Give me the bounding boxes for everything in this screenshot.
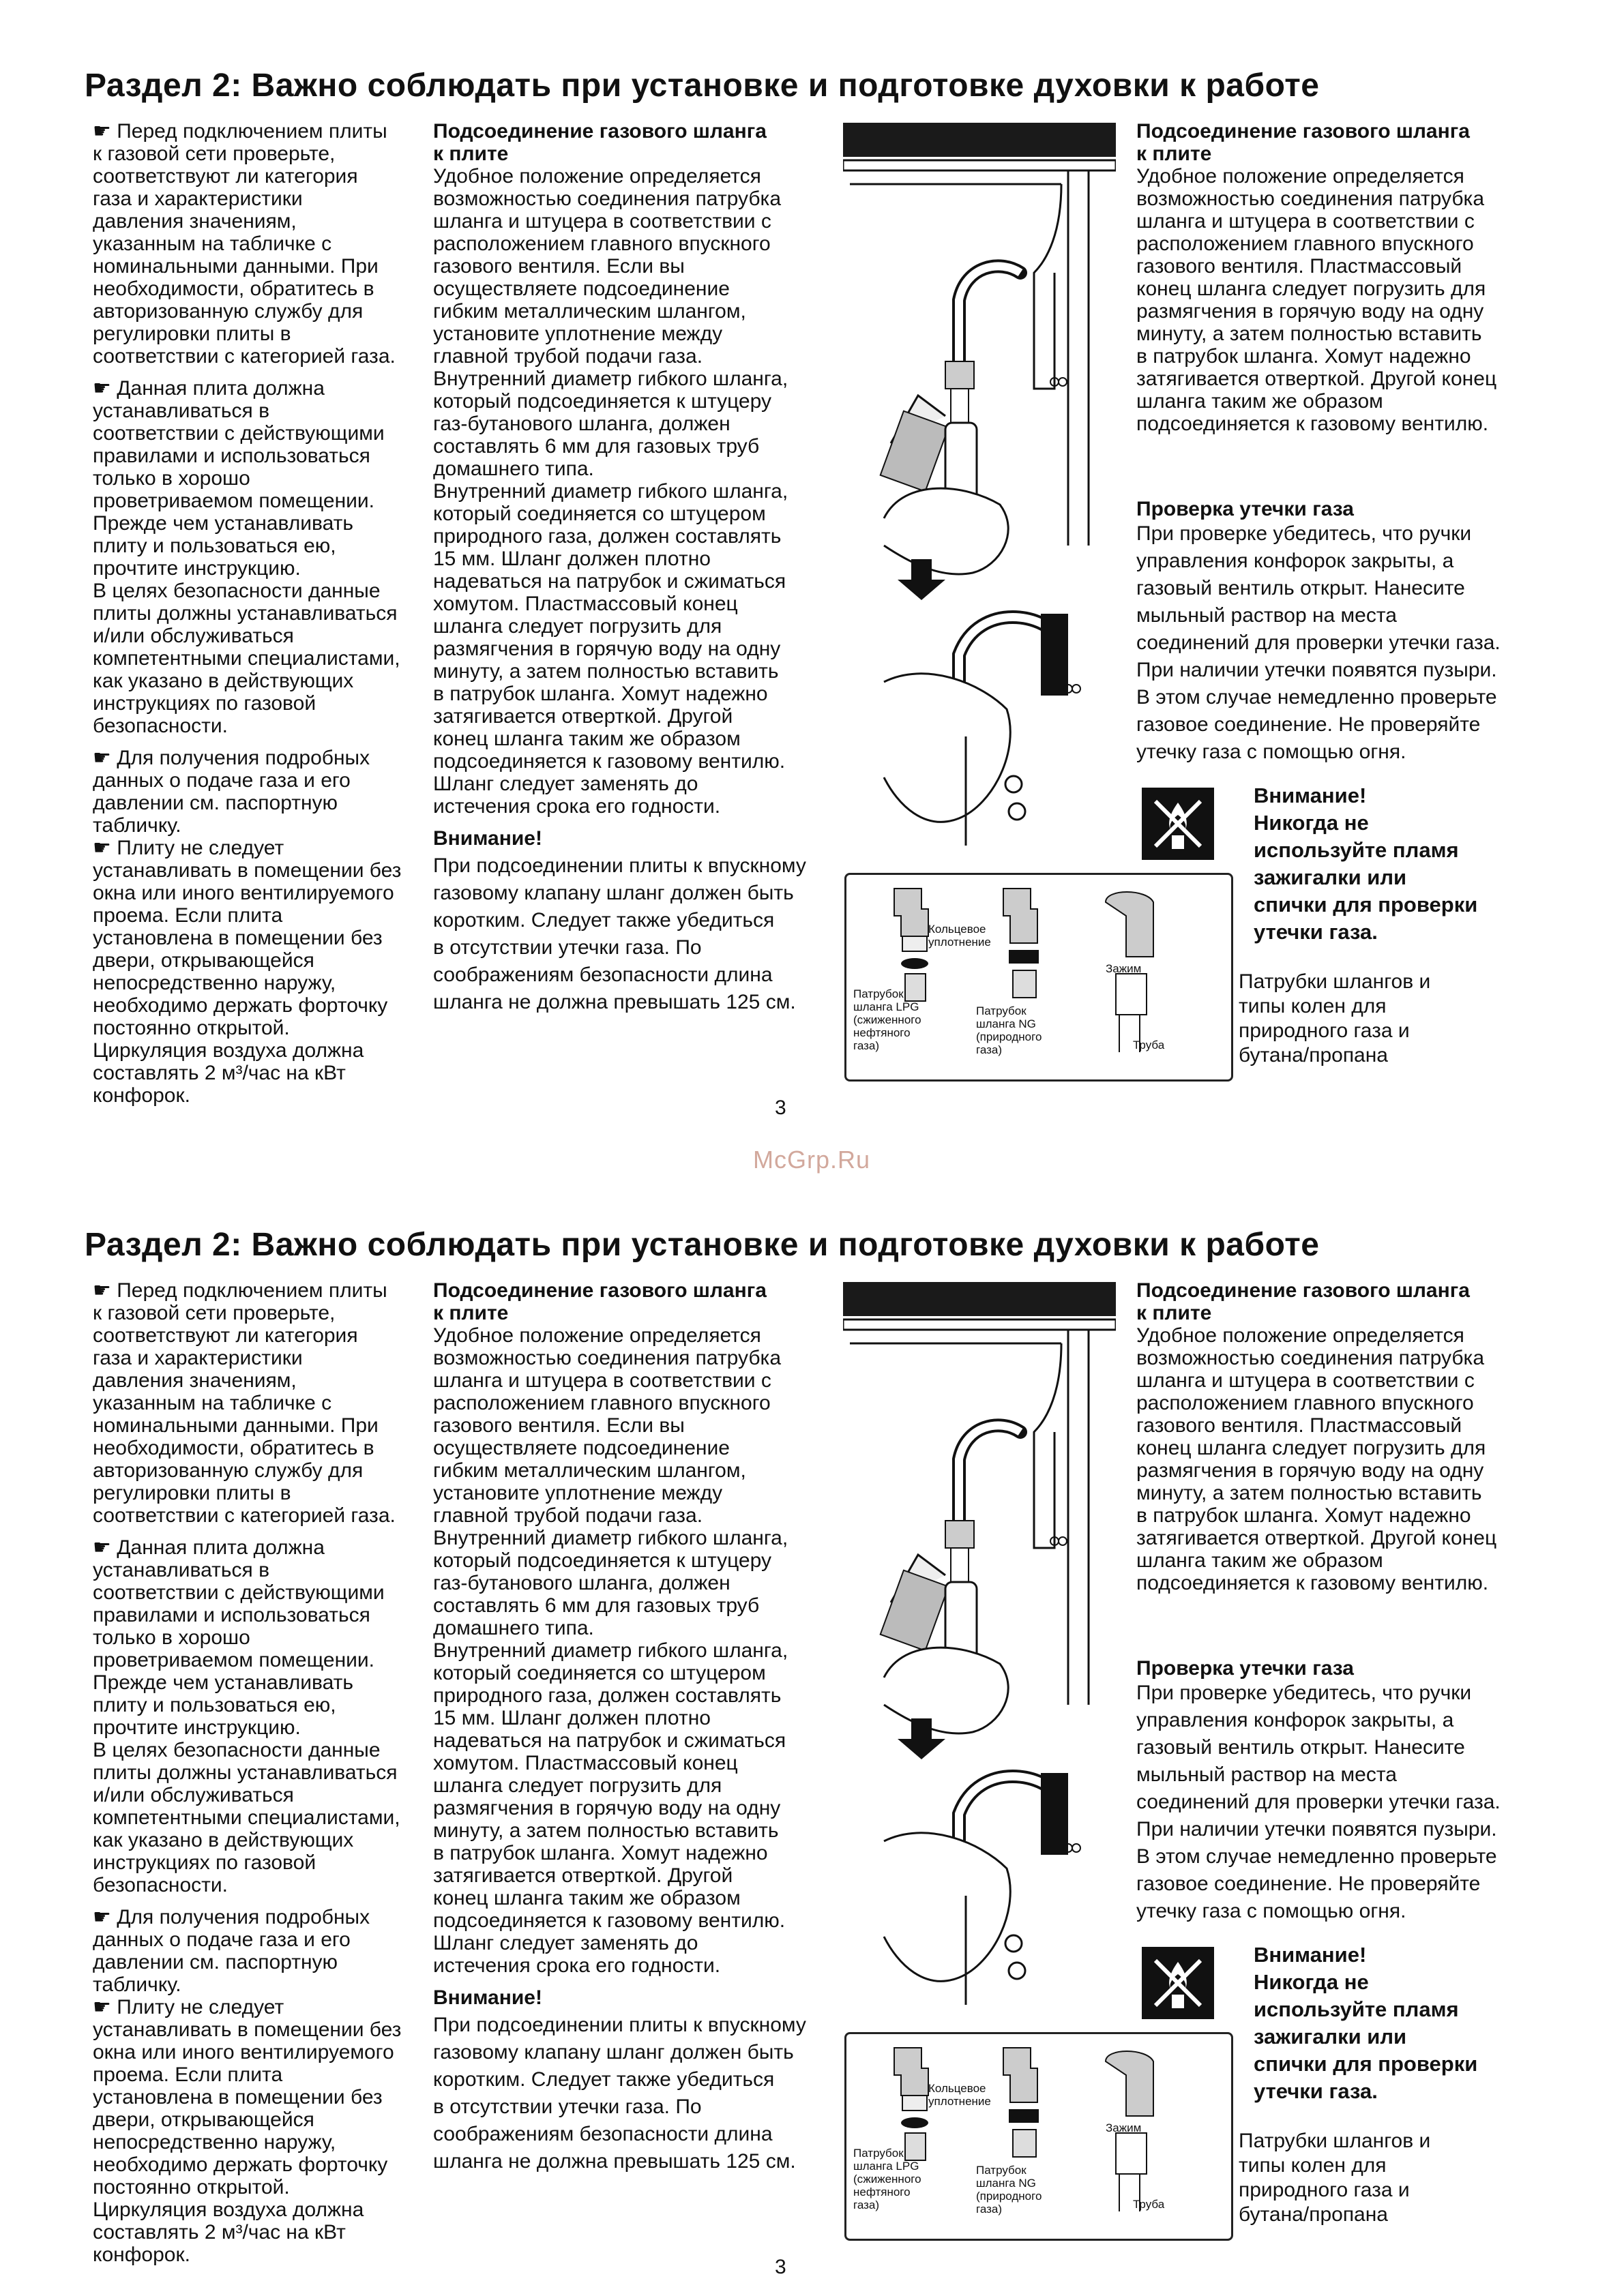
leak-check-text: При проверке убедитесь, что ручки управления конфорок закрыты, а газовый вентиль открыт. Нанесите мыльный раствор на места соединений для проверки утечки газа. При наличии утечки появятся пузыри. В этом случае немедленно проверьте газовое соединение. Не проверяйте утечку газа с помощью огня. (1136, 522, 1501, 763)
section-title: Раздел 2: Важно соблюдать при установке и подготовке духовки к работе (85, 68, 1320, 104)
flame-warning-text: Внимание! Никогда не используйте пламя зажигалки или спички для проверки утечки газа. (1254, 784, 1478, 944)
left-paragraph: ☛ Перед подключением плиты к газовой сети проверьте, соответствуют ли категория газа и характеристики давления значениям, указанным на табличке с номинальными данными. При необходимости, обратитесь в авторизованную службу для регулировки плиты в соответствии с категорией газа. (93, 120, 396, 368)
fittings-caption: Патрубки шлангов и типы колен для природного газа и бутана/пропана (1239, 2130, 1431, 2226)
left-paragraph: ☛ Данная плита должна устанавливаться в соответствии с действующими правилами и использоваться только в хорошо проветриваемом помещении. Прежде чем устанавливать плиту и пользоваться ею, прочтите инструкцию. В целях безопасности данные плиты должны устанавливаться и/или обслуживаться компетентными специалистами, как указано в действующих инструкциях по газовой безопасности. (93, 377, 400, 737)
ring-seal-label: Кольцевое уплотнение (928, 2082, 991, 2108)
pipe-label: Труба (1133, 2198, 1165, 2211)
right-column (1136, 120, 1539, 946)
fittings-caption: Патрубки шлангов и типы колен для природного газа и бутана/пропана (1239, 970, 1431, 1067)
clamp-label: Зажим (1106, 2121, 1142, 2134)
no-flame-icon (1142, 788, 1214, 860)
flame-warning (1136, 782, 1539, 946)
manual-page-top (0, 0, 1624, 1118)
clamp-label: Зажим (1106, 962, 1142, 975)
hose-connection-heading: Подсоединение газового шланга к плите (1136, 1279, 1470, 1324)
ring-seal-label: Кольцевое уплотнение (928, 923, 991, 949)
ng-nozzle-label: Патрубок шланга NG (природного газа) (976, 1004, 1042, 1056)
lpg-nozzle-label: Патрубок шланга LPG (сжиженного нефтяного газа) (853, 987, 921, 1052)
manual-page-bottom (0, 1159, 1624, 2278)
leak-check-text: При проверке убедитесь, что ручки управления конфорок закрыты, а газовый вентиль открыт. Нанесите мыльный раствор на места соединений для проверки утечки газа. При наличии утечки появятся пузыри. В этом случае немедленно проверьте газовое соединение. Не проверяйте утечку газа с помощью огня. (1136, 1682, 1501, 1922)
hose-connection-text: Удобное положение определяется возможностью соединения патрубка шланга и штуцера в соответствии с расположением главного впускного газового вентиля. Пластмассовый конец шланга следует погрузить для размягчения в горячую воду на одну минуту, а затем полностью вставить в патрубок шланга. Хомут надежно затягивается отверткой. Другой конец шланга таким же образом подсоединяется к газовому вентилю. (1136, 165, 1497, 435)
pipe-label: Труба (1133, 1039, 1165, 1052)
hose-installation-illustration (843, 123, 1116, 852)
hose-connection-text: Удобное положение определяется возможностью соединения патрубка шланга и штуцера в соответствии с расположением главного впускного газового вентиля. Если вы осуществляете подсоединение гибким металлическим шлангом, установите уплотнение между главной трубой подачи газа. Внутренний диаметр гибкого шланга, который подсоединяется к штуцеру газ-бутанового шланга, должен составлять 6 мм для газовых труб домашнего типа. Внутренний диаметр гибкого шланга, который соединяется со штуцером природного газа, должен составлять 15 мм. Шланг должен плотно надеваться на патрубок и сжиматься хомутом. Пластмассовый конец шланга следует погрузить для размягчения в горячую воду на одну минуту, а затем полностью вставить в патрубок шланга. Хомут надежно затягивается отверткой. Другой конец шланга таким же образом подсоединяется к газовому вентилю. Шланг следует заменять до истечения срока его годности. (433, 1324, 788, 1977)
hose-connection-heading: Подсоединение газового шланга к плите (433, 120, 767, 165)
flame-warning (1136, 1941, 1539, 2105)
page-number: 3 (775, 1097, 786, 1119)
flame-warning-text: Внимание! Никогда не используйте пламя зажигалки или спички для проверки утечки газа. (1254, 1943, 1478, 2103)
middle-column (433, 120, 815, 1026)
left-paragraph: ☛ Для получения подробных данных о подаче газа и его давлении см. паспортную табличку. ☛ Плиту не следует устанавливать в помещении без окна или иного вентилируемого проема. Если плита установлена в помещении без двери, открывающейся непосредственно наружу, необходимо держать форточку постоянно открытой. Циркуляция воздуха должна составлять 2 м³/час на кВт конфорок. (93, 1906, 402, 2266)
middle-column (433, 1279, 815, 2185)
hose-connection-heading: Подсоединение газового шланга к плите (433, 1279, 767, 1324)
left-column (93, 120, 413, 1116)
lpg-nozzle-label: Патрубок шланга LPG (сжиженного нефтяного газа) (853, 2147, 921, 2211)
hose-connection-text: Удобное положение определяется возможностью соединения патрубка шланга и штуцера в соответствии с расположением главного впускного газового вентиля. Если вы осуществляете подсоединение гибким металлическим шлангом, установите уплотнение между главной трубой подачи газа. Внутренний диаметр гибкого шланга, который подсоединяется к штуцеру газ-бутанового шланга, должен составлять 6 мм для газовых труб домашнего типа. Внутренний диаметр гибкого шланга, который соединяется со штуцером природного газа, должен составлять 15 мм. Шланг должен плотно надеваться на патрубок и сжиматься хомутом. Пластмассовый конец шланга следует погрузить для размягчения в горячую воду на одну минуту, а затем полностью вставить в патрубок шланга. Хомут надежно затягивается отверткой. Другой конец шланга таким же образом подсоединяется к газовому вентилю. Шланг следует заменять до истечения срока его годности. (433, 165, 788, 818)
warning-heading: Внимание! (433, 827, 542, 850)
no-flame-icon (1142, 1947, 1214, 2019)
right-column (1136, 1279, 1539, 2105)
warning-heading: Внимание! (433, 1986, 542, 2009)
left-paragraph: ☛ Перед подключением плиты к газовой сети проверьте, соответствуют ли категория газа и характеристики давления значениям, указанным на табличке с номинальными данными. При необходимости, обратитесь в авторизованную службу для регулировки плиты в соответствии с категорией газа. (93, 1279, 396, 1527)
left-column (93, 1279, 413, 2276)
left-paragraph: ☛ Для получения подробных данных о подаче газа и его давлении см. паспортную табличку. ☛ Плиту не следует устанавливать в помещении без окна или иного вентилируемого проема. Если плита установлена в помещении без двери, открывающейся непосредственно наружу, необходимо держать форточку постоянно открытой. Циркуляция воздуха должна составлять 2 м³/час на кВт конфорок. (93, 747, 402, 1107)
page-number: 3 (775, 2256, 786, 2278)
hose-connection-text: Удобное положение определяется возможностью соединения патрубка шланга и штуцера в соответствии с расположением главного впускного газового вентиля. Пластмассовый конец шланга следует погрузить для размягчения в горячую воду на одну минуту, а затем полностью вставить в патрубок шланга. Хомут надежно затягивается отверткой. Другой конец шланга таким же образом подсоединяется к газовому вентилю. (1136, 1324, 1497, 1594)
leak-check-heading: Проверка утечки газа (1136, 498, 1354, 520)
warning-text: При подсоединении плиты к впускному газовому клапану шланг должен быть коротким. Следует также убедиться в отсутствии утечки газа. По соображениям безопасности длина шланга не должна превышать 125 см. (433, 2014, 806, 2173)
ng-nozzle-label: Патрубок шланга NG (природного газа) (976, 2164, 1042, 2216)
leak-check-heading: Проверка утечки газа (1136, 1657, 1354, 1680)
left-paragraph: ☛ Данная плита должна устанавливаться в соответствии с действующими правилами и использоваться только в хорошо проветриваемом помещении. Прежде чем устанавливать плиту и пользоваться ею, прочтите инструкцию. В целях безопасности данные плиты должны устанавливаться и/или обслуживаться компетентными специалистами, как указано в действующих инструкциях по газовой безопасности. (93, 1536, 400, 1896)
section-title: Раздел 2: Важно соблюдать при установке и подготовке духовки к работе (85, 1227, 1320, 1263)
hose-connection-heading: Подсоединение газового шланга к плите (1136, 120, 1470, 165)
warning-text: При подсоединении плиты к впускному газовому клапану шланг должен быть коротким. Следует также убедиться в отсутствии утечки газа. По соображениям безопасности длина шланга не должна превышать 125 см. (433, 854, 806, 1013)
watermark: McGrp.Ru (753, 1146, 871, 1174)
hose-installation-illustration (843, 1282, 1116, 2012)
